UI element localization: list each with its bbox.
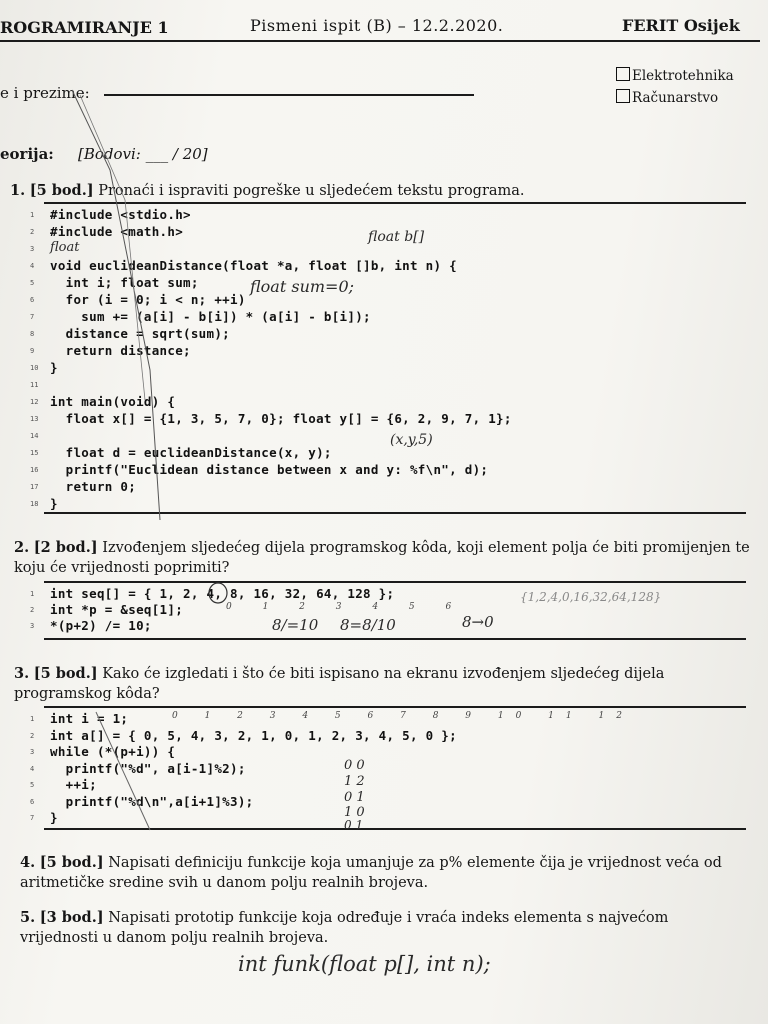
code-text: int a[] = { 0, 5, 4, 3, 2, 1, 0, 1, 2, 3, 4, 5, 0 }; bbox=[50, 727, 457, 743]
line-number: 11 bbox=[30, 381, 39, 389]
theory-label: eorija: bbox=[0, 145, 54, 163]
line-number: 3 bbox=[30, 748, 35, 756]
line-number: 2 bbox=[30, 228, 35, 236]
question-number: 4. bbox=[20, 854, 36, 871]
code-text: ++i; bbox=[50, 777, 97, 792]
code-text: printf("%d\n",a[i+1]%3); bbox=[50, 793, 254, 809]
question-text: Kako će izgledati i što će biti ispisano na ekranu izvođenjem sljedećeg dijela programskog kôda? bbox=[14, 666, 665, 702]
line-number: 5 bbox=[30, 781, 35, 789]
line-number: 4 bbox=[30, 764, 35, 773]
code-text: return distance; bbox=[50, 343, 191, 358]
note-calc2: 8=8/10 bbox=[340, 616, 396, 634]
code-text: int *p = &seq[1]; bbox=[50, 602, 184, 617]
code-text: } bbox=[50, 810, 58, 825]
note-indices: 0 1 2 3 4 5 6 7 8 9 10 11 12 bbox=[172, 711, 634, 721]
note-float-return: float bbox=[50, 240, 80, 255]
line-number: 14 bbox=[30, 432, 39, 440]
note-array: {1,2,4,0,16,32,64,128} bbox=[520, 590, 662, 604]
code-text: float x[] = {1, 3, 5, 7, 0}; float y[] = {6, 2, 9, 7, 1}; bbox=[50, 411, 512, 426]
line-number: 9 bbox=[30, 347, 35, 355]
code-text: #include <stdio.h> bbox=[50, 207, 191, 222]
line-number: 12 bbox=[30, 398, 39, 406]
code-text: void euclideanDistance(float *a, float []b, int n) { bbox=[50, 258, 457, 273]
note-calc1: 8/=10 bbox=[272, 616, 319, 634]
line-number: 10 bbox=[30, 364, 39, 372]
code-text: float d = euclideanDistance(x, y); bbox=[50, 445, 332, 460]
question-points: [5 bod.] bbox=[39, 854, 104, 871]
exam-title: Pismeni ispit (B) – 12.2.2020. bbox=[250, 16, 504, 35]
school-name: FERIT Osijek bbox=[622, 16, 740, 35]
line-number: 7 bbox=[30, 313, 35, 321]
code-text: sum += (a[i] - b[i]) * (a[i] - b[i]); bbox=[50, 309, 371, 324]
line-number: 4 bbox=[30, 262, 35, 270]
note-result: 8→0 bbox=[462, 613, 494, 631]
note-indices: 0 1 2 3 4 5 6 bbox=[226, 602, 466, 612]
note-out2: 1 2 bbox=[344, 774, 365, 789]
note-out4: 1 0 bbox=[344, 805, 365, 820]
line-number: 3 bbox=[30, 245, 35, 253]
question-number: 2. bbox=[14, 539, 30, 556]
question-number: 5. bbox=[20, 909, 36, 926]
question-number: 3. bbox=[14, 665, 30, 682]
line-number: 13 bbox=[30, 415, 39, 423]
theory-points: [Bodovi: ___ / 20] bbox=[78, 145, 208, 163]
line-number: 7 bbox=[30, 814, 35, 822]
line-number: 2 bbox=[30, 606, 35, 614]
line-number: 18 bbox=[30, 500, 39, 508]
code-text: return 0; bbox=[50, 479, 137, 494]
line-number: 3 bbox=[30, 622, 35, 630]
line-number: 6 bbox=[30, 296, 35, 304]
question-number: 1. bbox=[10, 182, 26, 199]
note-out3: 0 1 bbox=[344, 790, 365, 805]
line-number: 6 bbox=[30, 797, 35, 806]
name-label: e i prezime: bbox=[0, 84, 90, 102]
code-text: int i = 1; bbox=[50, 711, 129, 726]
code-text: int i; float sum; bbox=[50, 275, 199, 290]
question-points: [5 bod.] bbox=[29, 182, 94, 199]
course-title: ROGRAMIRANJE 1 bbox=[0, 18, 169, 37]
note-call-args: (x,y,5) bbox=[390, 432, 433, 448]
code-text: #include <math.h> bbox=[50, 224, 184, 239]
line-number: 5 bbox=[30, 279, 35, 287]
line-number: 2 bbox=[30, 731, 35, 740]
question-text: Napisati definiciju funkcije koja umanjuje za p% elemente čija je vrijednost veća od aritmetičke sredine svih u danom polju realnih brojeva. bbox=[20, 855, 722, 891]
note-sum-init: float sum=0; bbox=[250, 277, 355, 296]
code-text: } bbox=[50, 496, 58, 511]
option-elektrotehnika[interactable]: Elektrotehnika bbox=[616, 67, 734, 84]
code-text: int main(void) { bbox=[50, 394, 176, 409]
note-float-b: float b[] bbox=[368, 229, 425, 245]
line-number: 16 bbox=[30, 466, 39, 474]
code-text: while (*(p+i)) { bbox=[50, 744, 176, 759]
code-text: for (i = 0; i < n; ++i) bbox=[50, 292, 246, 307]
line-number: 8 bbox=[30, 330, 35, 338]
question-points: [5 bod.] bbox=[33, 665, 98, 682]
question-text: Izvođenjem sljedećeg dijela programskog kôda, koji element polja će biti promijenjen te koju će vrijednosti poprimiti? bbox=[14, 540, 750, 576]
question-text: Napisati prototip funkcije koja određuje i vraća indeks elementa s najvećom vrijednosti u danom polju realnih brojeva. bbox=[20, 910, 669, 946]
question-text: Pronaći i ispraviti pogreške u sljedećem tekstu programa. bbox=[98, 183, 525, 199]
code-text: printf("%d", a[i-1]%2); bbox=[50, 760, 246, 776]
line-number: 17 bbox=[30, 483, 39, 491]
code-text: distance = sqrt(sum); bbox=[50, 326, 230, 341]
question-points: [3 bod.] bbox=[39, 909, 104, 926]
line-number: 1 bbox=[30, 590, 35, 598]
answer-q5: int funk(float p[], int n); bbox=[238, 952, 491, 976]
note-out5: 0 1 bbox=[344, 818, 364, 832]
note-out1: 0 0 bbox=[344, 758, 365, 773]
code-text: printf("Euclidean distance between x and y: %f\n", d); bbox=[50, 462, 489, 477]
code-text: } bbox=[50, 360, 58, 375]
line-number: 1 bbox=[30, 211, 35, 219]
option-racunarstvo[interactable]: Računarstvo bbox=[616, 89, 718, 106]
line-number: 15 bbox=[30, 449, 39, 457]
question-points: [2 bod.] bbox=[33, 539, 98, 556]
line-number: 1 bbox=[30, 715, 35, 723]
code-text: int seq[] = { 1, 2, 4, 8, 16, 32, 64, 128 }; bbox=[50, 586, 395, 601]
code-text: *(p+2) /= 10; bbox=[50, 618, 152, 633]
